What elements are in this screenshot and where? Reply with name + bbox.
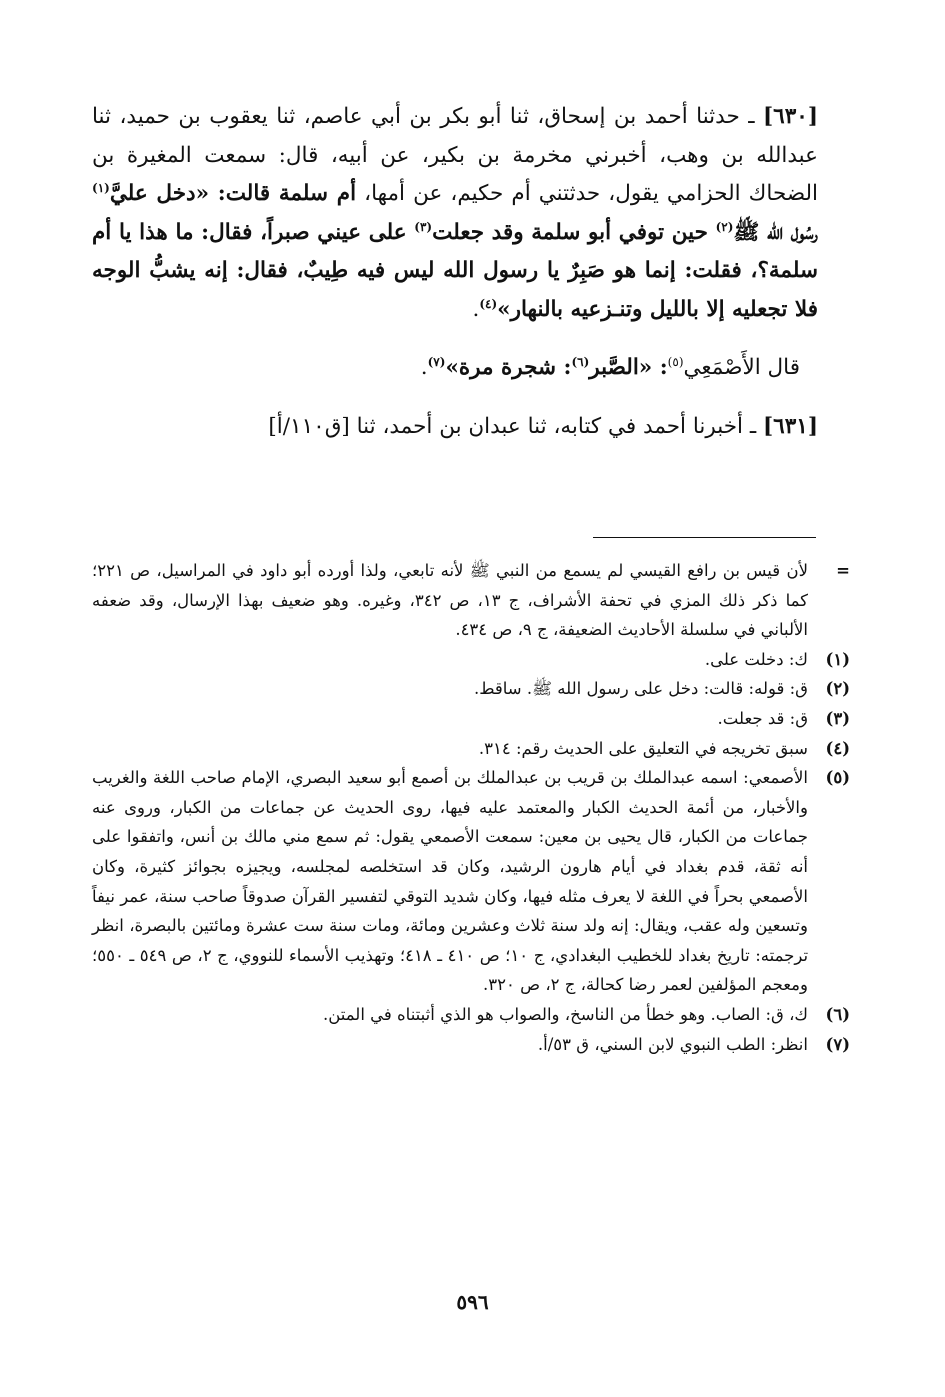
footnote-divider [593,537,816,538]
footnote-number: (٧) [825,1034,850,1054]
footnote-text: ق: قوله: قالت: دخل على رسول الله ﷺ. ساقط. [473,679,808,699]
footnote-2 [92,674,850,704]
footnote-ref[interactable]: (١) [92,180,110,195]
footnote-text: انظر: الطب النبوي لابن السني، ق ٥٣/أ. [537,1034,808,1054]
hadith-number: [٦٣٠] [762,104,818,129]
main-text [92,98,818,446]
matn-text: أم سلمة قالت: «دخل عليَّ$^{(١)}$ رسُول الله ﷺ$^{(٢)}$ حين توفي أبو سلمة وقد جعلت$^{(٣)}$ على عيني صبراً، فقال: ما هذا يا أم سلمة؟، فقلت: إنما هو صَبِرٌ يا رسول الله ليس فيه طِيبٌ، فقال: إنه يشبُّ الوجه فلا تجعليه إلا بالليل وتنـزعيه بالنهار»$^{(٤)}$ [92,180,818,322]
footnote-number: (٤) [825,738,850,758]
footnote-ref[interactable]: (٧) [427,354,446,369]
footnote-ref[interactable]: (٤) [479,296,498,311]
footnote-5 [92,763,850,1000]
footnote-4 [92,734,850,764]
footnote-continuation [92,556,850,645]
isnad-chain: ـ حدثنا أحمد بن إسحاق، ثنا أبو بكر بن أبي عاصم، ثنا يعقوب بن حميد، ثنا عبدالله بن وهب، أخبرني مخرمة بن بكير، عن أبيه، قال: سمعت المغيرة بن الضحاك الحزامي يقول، حدثتني أم حكيم، عن أمها، [92,104,818,206]
footnote-number: (٥) [825,768,850,788]
footnote-7 [92,1030,850,1060]
footnote-ref[interactable]: (٢) [715,219,734,234]
footnote-number: (٢) [825,679,850,699]
footnotes [92,556,850,1059]
asmai-quote: قال الأَصْمَعِي$^{(٥)}$: «الصَّبر$^{(٦)}$: شجرة مرة»$^{(٧)}$. [420,354,800,380]
footnote-number: (٦) [825,1004,850,1024]
hadith-630: [٦٣٠] ـ حدثنا أحمد بن إسحاق، ثنا أبو بكر بن أبي عاصم، ثنا يعقوب بن حميد، ثنا عبدالله بن وهب، أخبرني مخرمة بن بكير، عن أبيه، قال: سمعت المغيرة بن الضحاك الحزامي يقول، حدثتني أم حكيم، عن أمها، أم سلمة قالت: «دخل عليَّ$^{(١)}$ رسُول الله ﷺ$^{(٢)}$ حين توفي أبو سلمة وقد جعلت$^{(٣)}$ على عيني صبراً، فقال: ما هذا يا أم سلمة؟، فقلت: إنما هو صَبِرٌ يا رسول الله ليس فيه طِيبٌ، فقال: إنه يشبُّ الوجه فلا تجعليه إلا بالليل وتنـزعيه بالنهار»$^{(٤)}$. [92,104,818,322]
footnote-1 [92,645,850,675]
footnote-text: لأن قيس بن رافع القيسي لم يسمع من النبي ﷺ لأنه تابعي، ولذا أورده أبو داود في المراسيل، ص ٢٢١؛ كما ذكر ذلك المزي في تحفة الأشراف، ج ١٣، ص ٣٤٢، وغيره. وهو ضعيف بهذا الإرسال، وقد ضعفه الألباني في سلسلة الأحاديث الضعيفة، ج ٩، ص ٤٣٤. [92,561,808,640]
isnad-chain: ـ أخبرنا أحمد في كتابه، ثنا عبدان بن أحمد، ثنا [ق١١٠/أ] [268,413,763,439]
footnote-number: = [836,561,850,580]
footnote-ref[interactable]: (٣) [414,219,433,234]
footnote-number: (٣) [825,708,850,728]
footnote-ref[interactable]: (٦) [571,354,590,369]
hadith-number: [٦٣١] [762,413,818,439]
hadith-631 [92,408,818,447]
footnote-text: ك، ق: الصاب. وهو خطأ من الناسخ، والصواب هو الذي أثبتناه في المتن. [322,1004,808,1024]
footnote-6 [92,1000,850,1030]
footnote-3 [92,704,850,734]
footnote-ref[interactable]: (٥) [667,354,684,369]
footnote-text: سبق تخريجه في التعليق على الحديث رقم: ٣١٤. [478,738,808,758]
footnote-text: الأصمعي: اسمه عبدالملك بن قريب بن عبدالملك بن أصمع أبو سعيد البصري، الإمام صاحب اللغة والغريب والأخبار، من أئمة الحديث الكبار والمعتمد عليه فيها، روى الحديث عن جماعات من الكبار، وروى عنه جماعات من الكبار، قال يحيى بن معين: سمعت الأصمعي يقول: ثم سمع مني مالك بن أنس، واتفقوا على أنه ثقة، قدم بغداد في أيام هارون الرشيد، وكان قد استخلصه لمجلسه، ويجيزه بجوائز كثيرة، وكان الأصمعي بحراً في اللغة لا يعرف مثله فيها، وكان شديد التوقي لتفسير القرآن صدوقاً صاحب سنة، عمر نيفاً وتسعين وله عقب، ويقال: إنه ولد سنة ثلاث وعشرين ومائة، ومات سنة ست عشرة ومائتين بالبصرة، انظر ترجمته: تاريخ بغداد للخطيب البغدادي، ج ١٠؛ ص ٤١٠ ـ ٤١٨؛ وتهذيب الأسماء للنووي، ج ٢، ص ٥٤٩ ـ ٥٥٠؛ ومعجم المؤلفين لعمر رضا كحالة، ج ٢، ص ٣٢٠. [92,768,809,995]
page-number: ٥٩٦ [456,1290,489,1314]
footnote-text: ك: دخلت على. [704,649,808,669]
footnote-text: ق: قد جعلت. [717,708,808,728]
footnote-number: (١) [825,649,850,669]
